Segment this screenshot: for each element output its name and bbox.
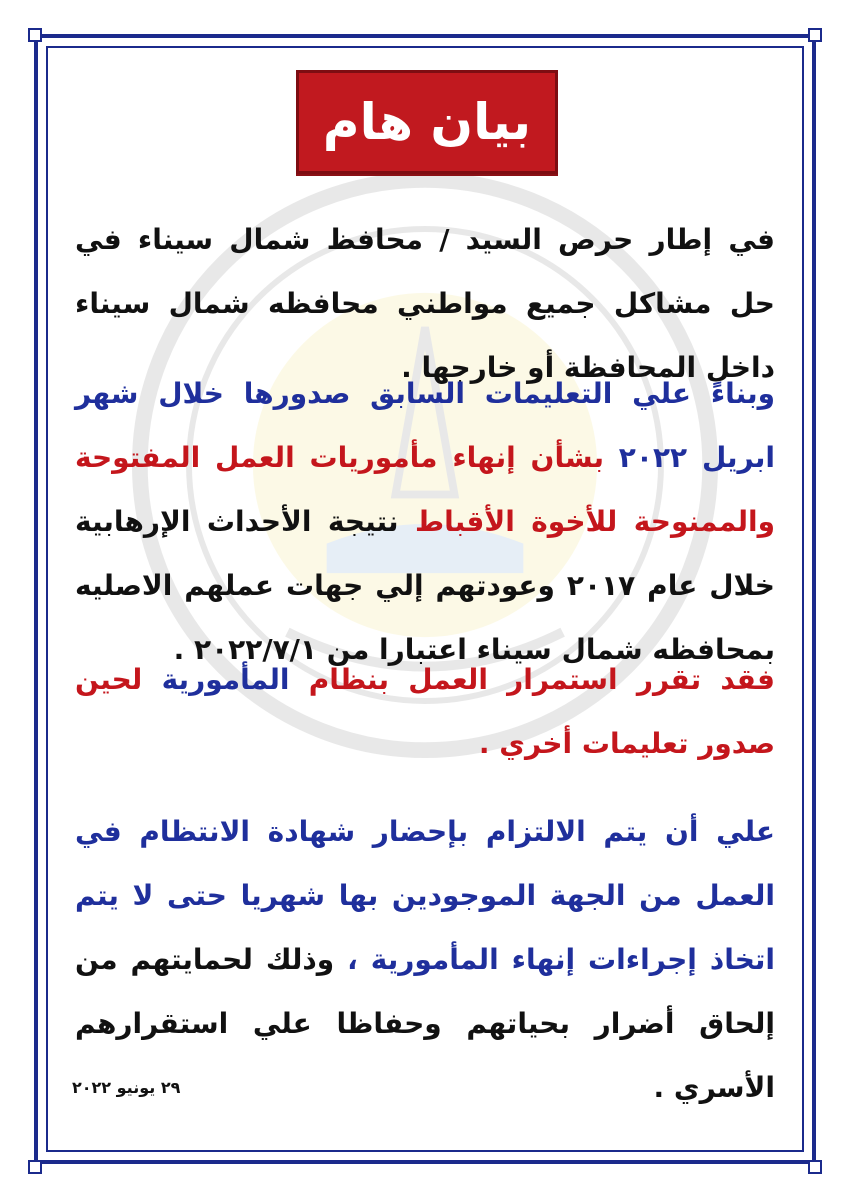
instructions-line-2: بشأن إنهاء مأموريات العمل المفتوحة والممنوحة للأخوة الأقباط — [75, 441, 776, 538]
conditions-black-text: وذلك لحمايتهم من إلحاق أضرار بحياتهم وحفاظا علي استقرارهم الأسري . — [75, 943, 775, 1104]
paragraph-intro: في إطار حرص السيد / محافظ شمال سيناء في حل مشاكل جميع مواطني محافظه شمال سيناء داخل المحافظة أو خارجها . — [75, 223, 775, 384]
conditions-blue-text: علي أن يتم الالتزام بإحضار شهادة الانتظام في العمل من الجهة الموجودين بها شهريا حتى لا يتم اتخاذ إجراءات إنهاء المأمورية ، — [75, 815, 775, 976]
instructions-line-3: نتيجة الأحداث الإرهابية خلال عام ٢٠١٧ وعودتهم إلي جهات عملهم الاصليه بمحافظه شمال سيناء اعتبارا من ٢٠٢٢/٧/١ . — [75, 505, 775, 666]
border-corner — [28, 1160, 42, 1174]
border-corner — [28, 28, 42, 42]
page-title: بيان هام — [322, 93, 532, 151]
border-corner — [808, 1160, 822, 1174]
decision-text-part-1: فقد تقرر استمرار العمل بنظام — [289, 663, 775, 696]
title-banner — [296, 70, 558, 174]
instructions-line-1: وبناءً علي التعليمات السابق صدورها خلال شهر ابريل ٢٠٢٢ — [75, 377, 775, 474]
border-corner — [808, 28, 822, 42]
decision-text-part-2: المأمورية — [161, 663, 290, 696]
paragraph-conditions — [75, 800, 775, 1120]
document-date: ٢٩ يونيو ٢٠٢٢ — [72, 1078, 181, 1097]
paragraph-instructions — [75, 362, 775, 682]
decision-text-part-3: لحين صدور تعليمات أخري . — [75, 663, 775, 760]
paragraph-decision — [75, 648, 775, 776]
